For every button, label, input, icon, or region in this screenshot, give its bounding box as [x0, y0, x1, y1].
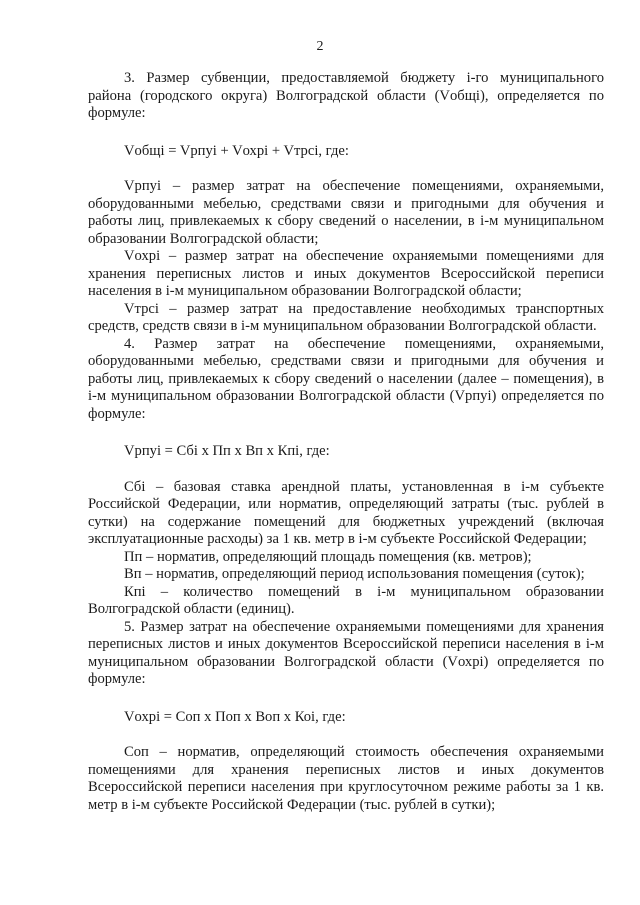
page-number: 2: [316, 39, 324, 54]
paragraph-5: 5. Размер затрат на обеспечение охраняемыми помещениями для хранения переписных листов и иных документов Всероссийской переписи населения в i-м муниципальном образовании Волгоградской области (Vохрi) определяется по формуле:: [88, 618, 604, 687]
paragraph-4: 4. Размер затрат на обеспечение помещениями, охраняемыми, оборудованными мебелью, средствами связи и пригодными для обучения и работы лиц, привлекаемых к сбору сведений о населении (далее – помещения), в i-м муниципальном образовании Волгоградской области (Vрпуi) определяется по формуле:: [88, 335, 604, 422]
document-body: [88, 70, 604, 814]
definition-sb: Сбi – базовая ставка арендной платы, установленная в i-м субъекте Российской Федерации, или норматив, определяющий затраты (тыс. рублей в сутки) на содержание помещений для бюджетных учреждений (включая эксплуатационные расходы) за 1 кв. метр в i-м субъекте Российской Федерации;: [88, 478, 604, 547]
definition-pp: Пп – норматив, определяющий площадь помещения (кв. метров);: [124, 548, 532, 565]
definition-sop: Соп – норматив, определяющий стоимость обеспечения охраняемыми помещениями для хранения переписных листов и иных документов Всероссийской переписи населения при круглосуточном режиме работы за 1 кв. метр в i-м субъекте Российской Федерации (тыс. рублей в сутки);: [88, 744, 604, 813]
definition-vtrs: Vтрсi – размер затрат на предоставление необходимых транспортных средств, средств связи в i-м муниципальном образовании Волгоградской области.: [88, 300, 604, 334]
paragraph-3: 3. Размер субвенции, предоставляемой бюджету i-го муниципального района (городского округа) Волгоградской области (Vобщi), определяется по формуле:: [88, 70, 604, 121]
definition-vrpu: Vрпуi – размер затрат на обеспечение помещениями, охраняемыми, оборудованными мебелью, средствами связи и пригодными для обучения и работы лиц, привлекаемых к сбору сведений о населении, в i-м муниципальном образовании Волгоградской области;: [88, 178, 604, 247]
formula-vohr: Vохрi = Соп х Поп х Воп х Коi, где:: [124, 708, 346, 725]
formula-total: Vобщi = Vрпуi + Vохрi + Vтрсi, где:: [124, 142, 349, 159]
definition-vp: Вп – норматив, определяющий период использования помещения (суток);: [124, 566, 585, 582]
definition-vohr: Vохрi – размер затрат на обеспечение охраняемыми помещениями для хранения переписных листов и иных документов Всероссийской переписи населения в i-м муниципальном образовании Волгоградской области;: [88, 248, 604, 299]
definition-kp: Кпi – количество помещений в i-м муниципальном образовании Волгоградской области (единиц).: [88, 583, 604, 617]
formula-vrpu: Vрпуi = Сбi х Пп х Вп х Кпi, где:: [124, 443, 330, 459]
